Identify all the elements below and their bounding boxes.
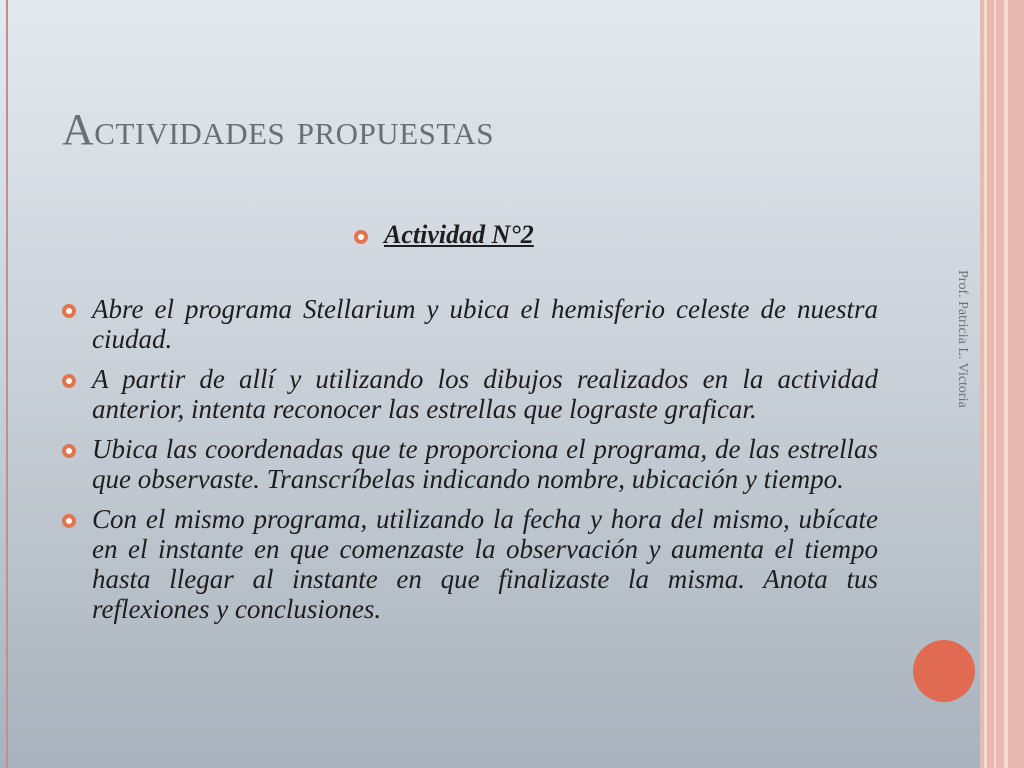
activity-list (62, 294, 878, 634)
author-credit: Prof. Patricia L. Victoria (955, 270, 970, 408)
list-item (62, 364, 878, 424)
list-item-text: Abre el programa Stellarium y ubica el hemisferio celeste de nuestra ciudad. (92, 294, 878, 354)
bullet-icon (62, 444, 76, 458)
bullet-icon (62, 304, 76, 318)
slide-title: Actividades propuestas (62, 105, 494, 154)
decorative-circle (913, 640, 975, 702)
bullet-icon (62, 374, 76, 388)
right-panel-stripe (984, 0, 987, 768)
right-panel-stripe (1004, 0, 1008, 768)
list-item (62, 504, 878, 624)
bullet-icon (62, 514, 76, 528)
list-item (62, 294, 878, 354)
right-panel-stripe (994, 0, 996, 768)
right-decorative-panel (980, 0, 1024, 768)
list-item (62, 434, 878, 494)
list-item-text: A partir de allí y utilizando los dibujos realizados en la actividad anterior, intenta reconocer las estrellas que lograste graficar. (92, 364, 878, 424)
bullet-icon (354, 230, 368, 244)
activity-subheading (354, 220, 614, 252)
left-border-line (6, 0, 8, 768)
list-item-text: Ubica las coordenadas que te proporciona el programa, de las estrellas que observaste. Transcríbelas indicando nombre, ubicación y tiempo. (92, 434, 878, 494)
subheading-text: Actividad N°2 (384, 220, 534, 249)
list-item-text: Con el mismo programa, utilizando la fecha y hora del mismo, ubícate en el instante en que comenzaste la observación y aumenta el tiempo hasta llegar al instante en que finalizaste la misma. Anota tus reflexiones y conclusiones. (92, 504, 878, 624)
